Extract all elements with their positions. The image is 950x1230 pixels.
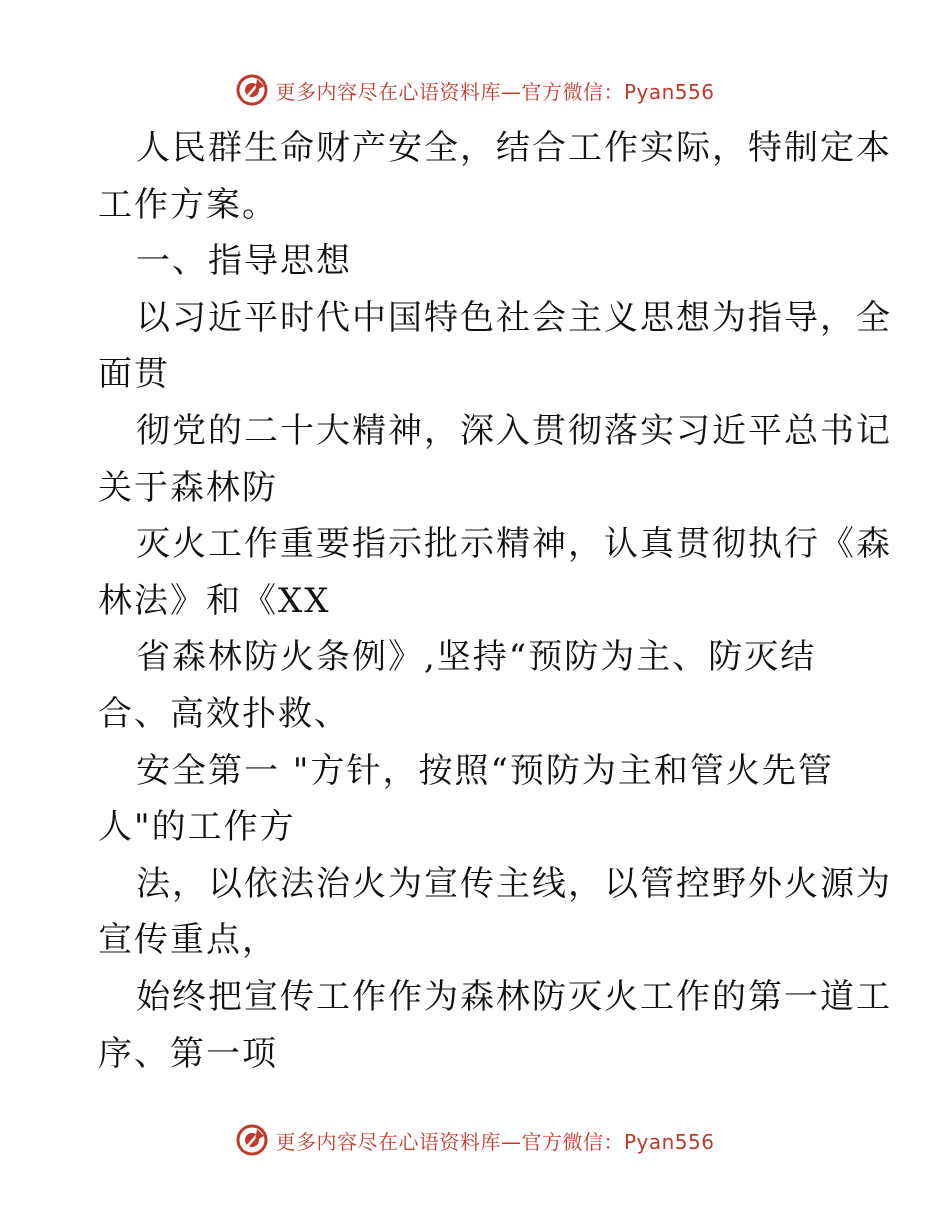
text-line: 安全第一 "方针，按照“预防为主和管火先管 bbox=[136, 750, 834, 791]
text-line: 人民群生命财产安全，结合工作实际，特制定本 bbox=[136, 128, 892, 168]
header-watermark bbox=[0, 70, 950, 110]
section-heading: 一、指导思想 bbox=[136, 241, 352, 282]
text-line: 省森林防火条例》,坚持“预防为主、防灭结 bbox=[136, 637, 817, 678]
text-line: 合、高效扑救、 bbox=[98, 693, 350, 734]
watermark-text: 更多内容尽在心语资料库—官方微信：Pyan556 bbox=[275, 1129, 715, 1154]
footer-watermark bbox=[0, 1120, 950, 1160]
text-line: 林法》和《XX bbox=[98, 580, 331, 621]
text-line: 法，以依法治火为宣传主线，以管控野外火源为 bbox=[136, 863, 892, 904]
seal-pen-icon bbox=[235, 1123, 269, 1157]
text-line: 始终把宣传工作作为森林防灭火工作的第一道工 bbox=[136, 976, 892, 1017]
text-line: 以习近平时代中国特色社会主义思想为指导，全 bbox=[136, 297, 892, 338]
watermark-text: 更多内容尽在心语资料库—官方微信：Pyan556 bbox=[275, 79, 715, 104]
text-line: 面贯 bbox=[98, 354, 170, 395]
text-line: 人"的工作方 bbox=[98, 807, 296, 848]
text-line: 宣传重点， bbox=[98, 920, 278, 961]
text-line: 序、第一项 bbox=[98, 1033, 278, 1074]
text-line: 彻党的二十大精神，深入贯彻落实习近平总书记 bbox=[136, 410, 892, 451]
seal-pen-icon bbox=[235, 73, 269, 107]
text-line: 工作方案。 bbox=[98, 184, 278, 225]
text-line: 灭火工作重要指示批示精神，认真贯彻执行《森 bbox=[136, 524, 892, 565]
text-line: 关于森林防 bbox=[98, 467, 278, 508]
document-body bbox=[98, 120, 892, 1082]
